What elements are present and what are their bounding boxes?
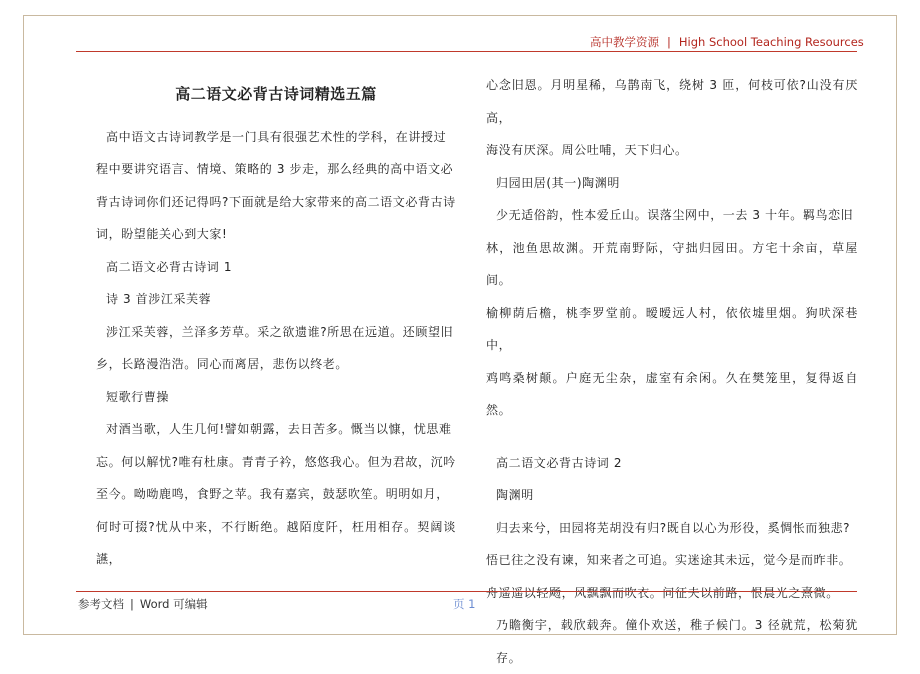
poem-line: 乃瞻衡宇，载欣载奔。僮仆欢送，稚子候门。3 径就荒，松菊犹存。: [496, 618, 858, 665]
poem-line: 榆柳荫后檐，桃李罗堂前。暧暧远人村，依依墟里烟。狗吠深巷中，: [486, 305, 858, 352]
poem-line: 海没有厌深。周公吐哺，天下归心。: [486, 143, 688, 157]
poem-line: 心念旧恩。月明星稀，乌鹊南飞，绕树 3 匝，何枝可依?山没有厌高，: [486, 78, 858, 125]
header-site-cn: 高中教学资源: [590, 35, 659, 49]
poem-line: 何时可掇?忧从中来，不行断绝。越陌度阡，枉用相存。契阔谈讌，: [96, 519, 456, 566]
author-line: 陶渊明: [496, 488, 534, 502]
poem-line: 对酒当歌，人生几何!譬如朝露，去日苦多。慨当以慷，忧思难: [106, 422, 452, 436]
footer-separator: |: [130, 597, 134, 611]
intro-line-2: 程中要讲究语言、情境、策略的 3 步走，那么经典的高中语文必: [96, 162, 454, 176]
poem-line: 至今。呦呦鹿鸣，食野之苹。我有嘉宾，鼓瑟吹笙。明明如月，: [96, 487, 449, 501]
poem-line: 林，池鱼思故渊。开荒南野际，守拙归园田。方宅十余亩，草屋间。: [486, 240, 858, 287]
intro-line-3: 背古诗词你们还记得吗?下面就是给大家带来的高二语文必背古诗: [96, 194, 456, 209]
poem-line: 舟遥遥以轻飏，风飘飘而吹衣。问征夫以前路，恨晨光之熹微。: [486, 585, 839, 600]
left-column: [96, 78, 456, 576]
section-heading-1: 高二语文必背古诗词 1: [106, 259, 233, 274]
poem-heading-3: 归园田居(其一)陶渊明: [496, 175, 620, 190]
page-footer: [78, 596, 208, 612]
header-site-en: High School Teaching Resources: [678, 35, 864, 49]
poem-heading-1: 诗 3 首涉江采芙蓉: [106, 292, 212, 306]
footer-doc-label: 参考文档: [78, 597, 124, 611]
page-number: 页 1: [453, 597, 476, 611]
header-separator: |: [667, 35, 671, 49]
poem-line: 归去来兮，田园将芜胡没有归?既自以心为形役，奚惆怅而独悲?: [496, 520, 851, 535]
intro-line-4: 词，盼望能关心到大家!: [96, 227, 228, 241]
page-header: [590, 34, 864, 50]
poem-line: 涉江采芙蓉，兰泽多芳草。采之欲遗谁?所思在远道。还顾望旧: [106, 324, 454, 339]
header-rule: [76, 51, 857, 52]
right-column: [486, 69, 858, 674]
poem-line: 少无适俗韵，性本爱丘山。误落尘网中，一去 3 十年。羁鸟恋旧: [496, 208, 854, 222]
poem-line: 忘。何以解忧?唯有杜康。青青子衿，悠悠我心。但为君故，沉吟: [96, 454, 456, 469]
intro-line-1: 高中语文古诗词教学是一门具有很强艺术性的学科，在讲授过: [106, 129, 447, 144]
section-heading-2: 高二语文必背古诗词 2: [496, 455, 623, 470]
footer-word-label: Word 可编辑: [139, 597, 208, 611]
poem-line: 悟已往之没有谏，知来者之可追。实迷途其未远，觉今是而昨非。: [486, 553, 852, 567]
document-title: 高二语文必背古诗词精选五篇: [175, 85, 377, 103]
poem-heading-2: 短歌行曹操: [106, 389, 170, 404]
poem-line: 鸡鸣桑树颠。户庭无尘杂，虚室有余闲。久在樊笼里，复得返自然。: [486, 370, 858, 417]
poem-line: 乡，长路漫浩浩。同心而离居，悲伤以终老。: [96, 357, 349, 371]
footer-rule: [76, 591, 857, 592]
